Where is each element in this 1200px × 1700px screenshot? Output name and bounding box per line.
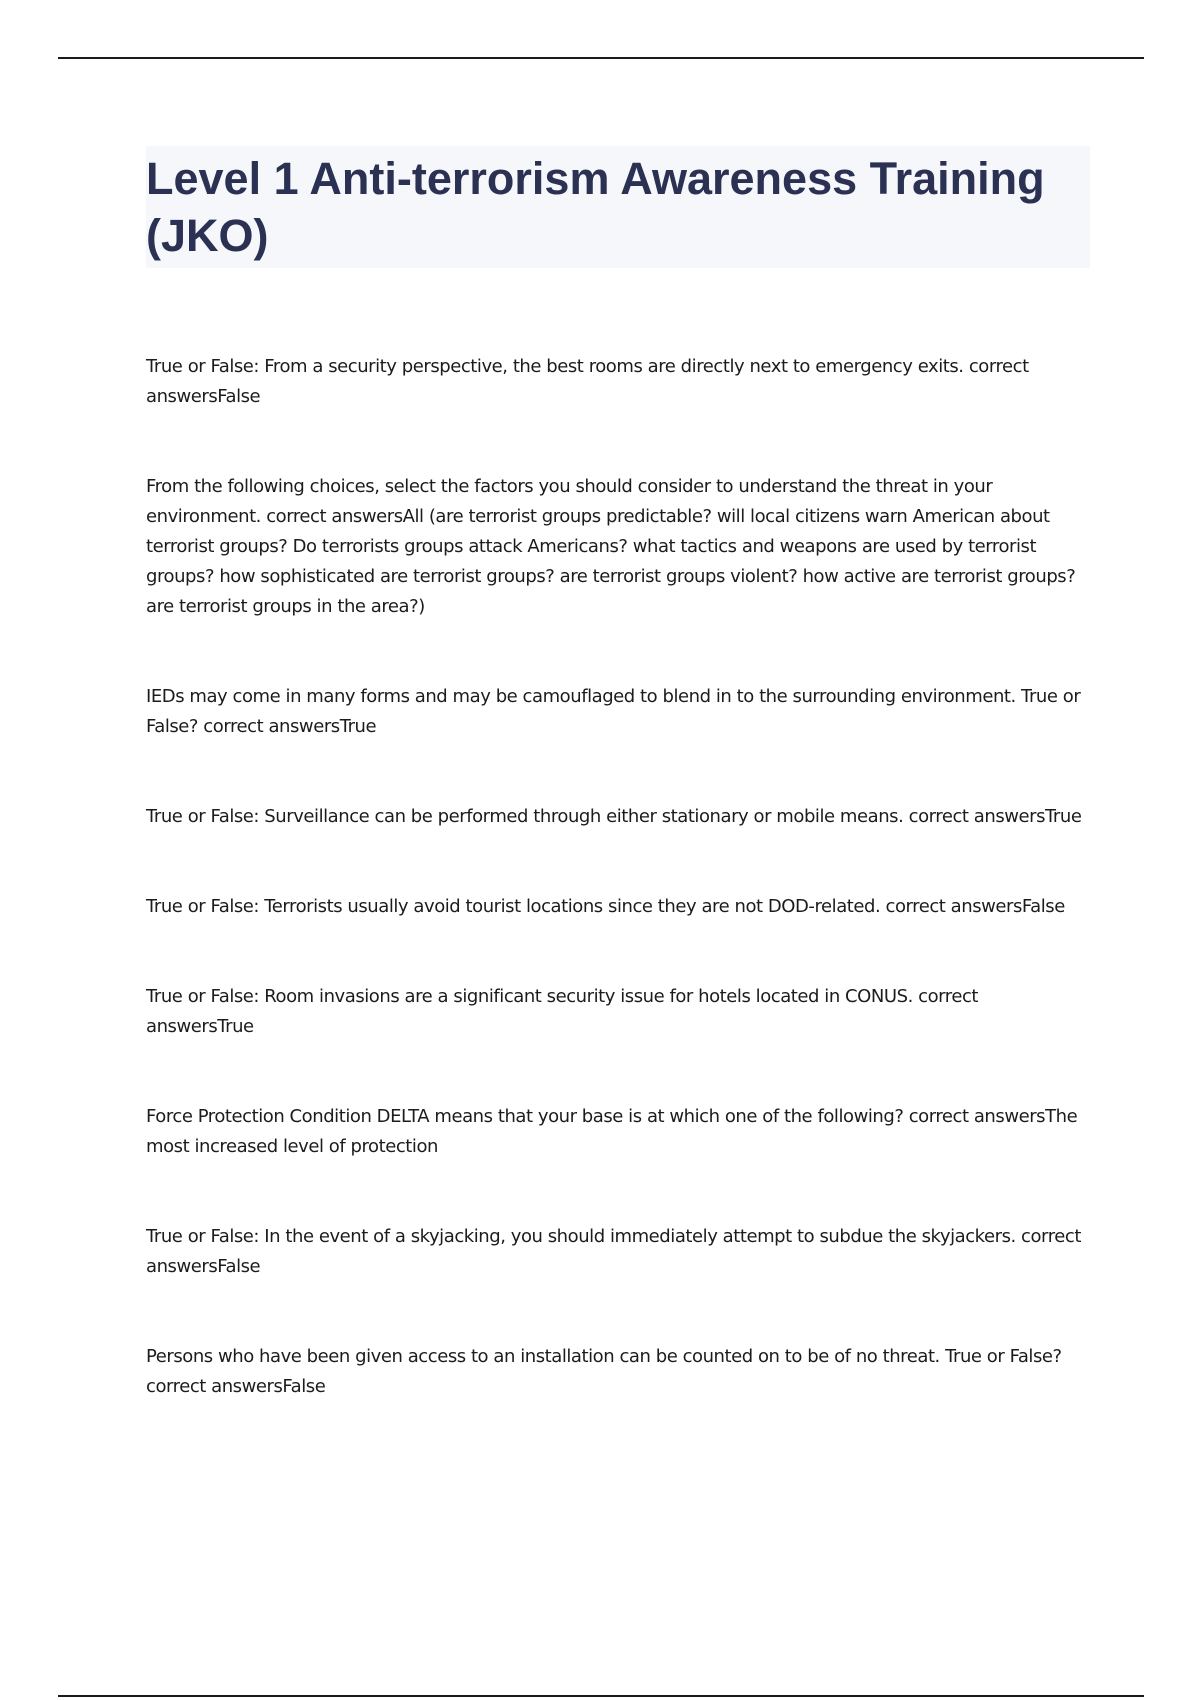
title-box (146, 146, 1090, 268)
qa-item: True or False: Room invasions are a significant security issue for hotels located in CONUS. correct answersTrue (146, 986, 979, 1037)
document-title: Level 1 Anti-terrorism Awareness Training (JKO) (146, 153, 1045, 261)
qa-list (146, 352, 1090, 1402)
qa-item: From the following choices, select the factors you should consider to understand the threat in your environment. correct answersAll (are terrorist groups predictable? will local citizens warn American about terrorist groups? Do terrorists groups attack Americans? what tactics and weapons are used by terrorist groups? how sophisticated are terrorist groups? are terrorist groups violent? how active are terrorist groups? are terrorist groups in the area?) (146, 476, 1076, 617)
qa-item: Force Protection Condition DELTA means that your base is at which one of the following? correct answersThe most increased level of protection (146, 1106, 1078, 1157)
header-rule (58, 57, 1144, 59)
qa-item: True or False: Terrorists usually avoid tourist locations since they are not DOD-related. correct answersFalse (146, 896, 1065, 917)
qa-item: True or False: In the event of a skyjacking, you should immediately attempt to subdue the skyjackers. correct answersFalse (146, 1226, 1081, 1277)
qa-item: True or False: Surveillance can be performed through either stationary or mobile means. correct answersTrue (146, 806, 1082, 827)
footer-rule (58, 1695, 1144, 1697)
qa-item: IEDs may come in many forms and may be camouflaged to blend in to the surrounding environment. True or False? correct answersTrue (146, 686, 1081, 737)
qa-item: True or False: From a security perspective, the best rooms are directly next to emergency exits. correct answersFalse (146, 356, 1029, 407)
document-body (146, 146, 1090, 1462)
qa-item: Persons who have been given access to an installation can be counted on to be of no threat. True or False? correct answersFalse (146, 1346, 1062, 1397)
